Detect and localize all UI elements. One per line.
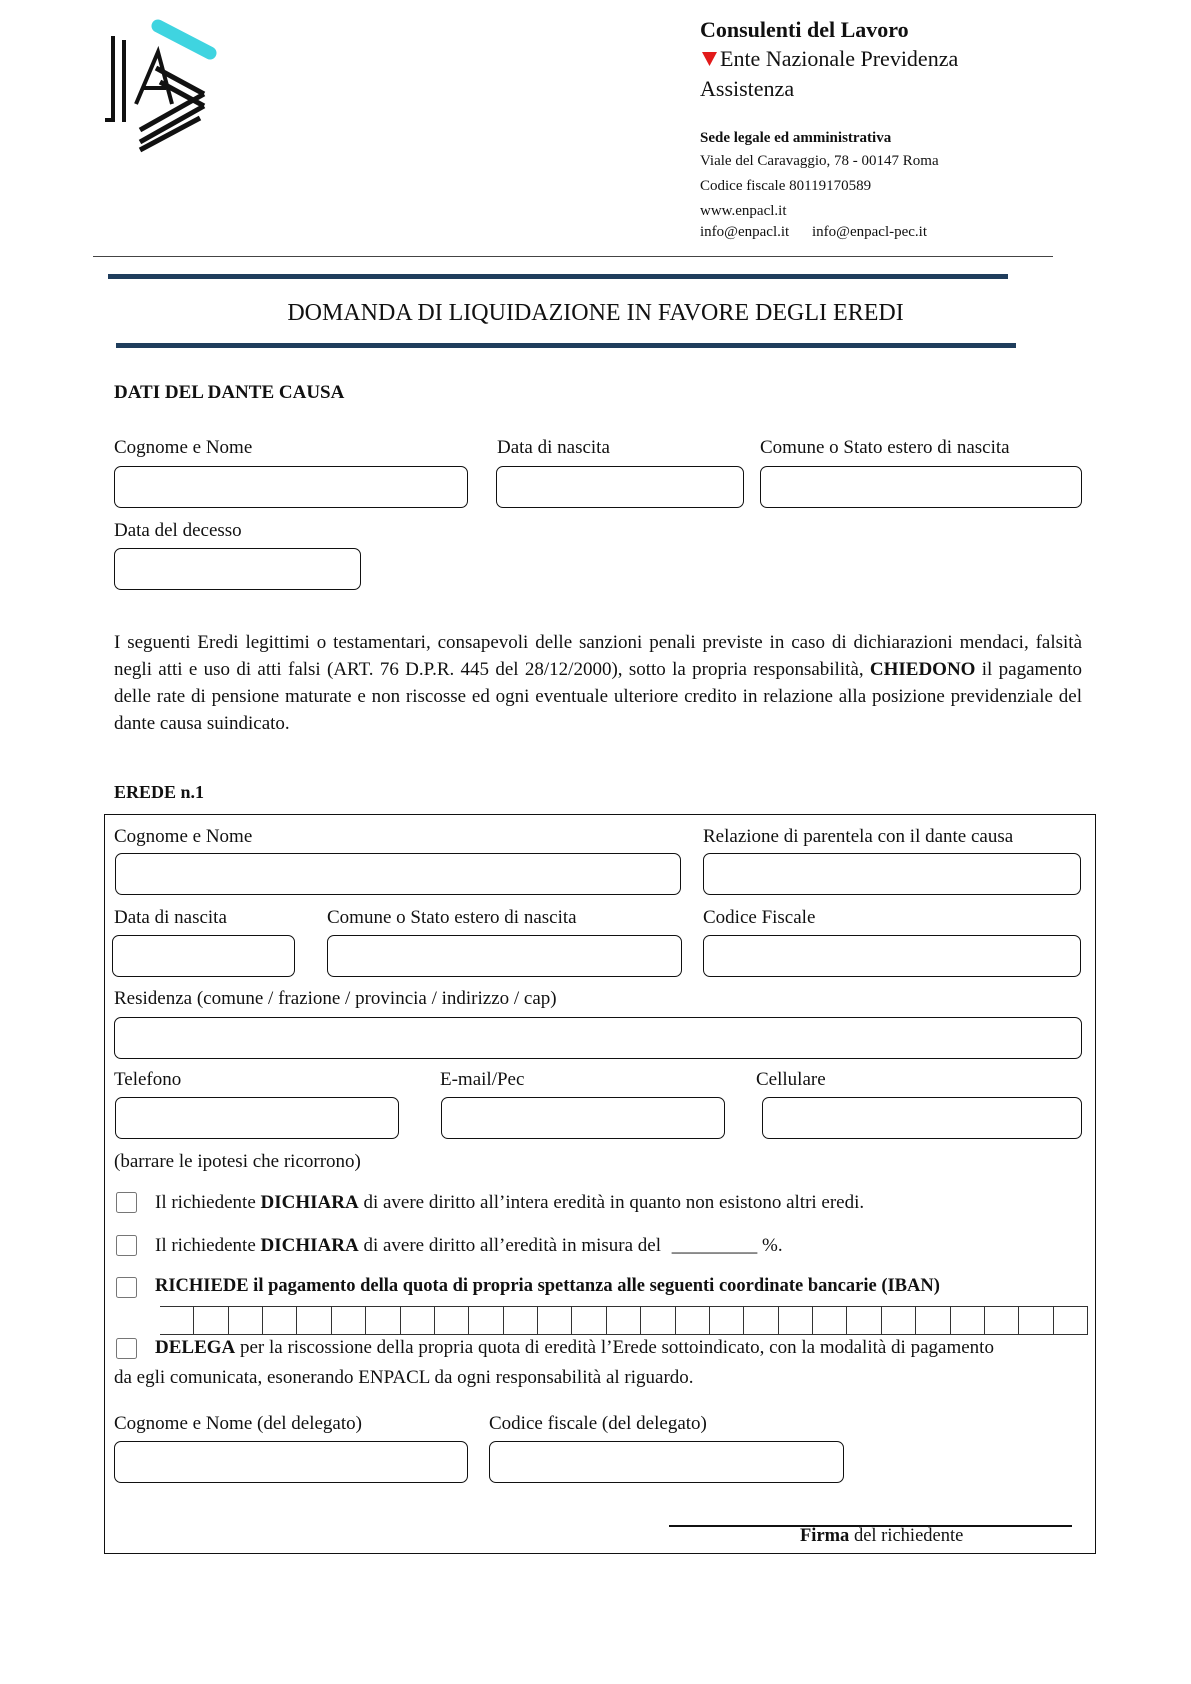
checkbox-delega[interactable] [116, 1338, 137, 1359]
iban-cell[interactable] [160, 1306, 194, 1335]
iban-cell[interactable] [813, 1306, 847, 1335]
checkbox-intera-eredita[interactable] [116, 1192, 137, 1213]
firma-text: del richiedente [853, 1526, 964, 1546]
option-delega-line1 [155, 1337, 994, 1359]
percent-suffix: %. [762, 1235, 783, 1256]
enpacl-logo [100, 18, 230, 153]
iban-cell[interactable] [985, 1306, 1019, 1335]
iban-cell[interactable] [744, 1306, 778, 1335]
dante-data-nascita-field[interactable] [496, 466, 744, 508]
iban-cell[interactable] [435, 1306, 469, 1335]
org-title: Consulenti del Lavoro [700, 17, 909, 42]
iban-cell[interactable] [916, 1306, 950, 1335]
option-quota-eredita [155, 1235, 783, 1257]
label: Cognome e Nome [114, 826, 253, 847]
erede-residenza-field[interactable] [114, 1017, 1082, 1059]
erede-telefono-field[interactable] [115, 1097, 399, 1139]
email: info@enpacl.it [700, 224, 790, 240]
firma-label [800, 1526, 963, 1547]
intro-text: I seguenti Eredi legittimi o testamentari, consapevoli delle sanzioni penali previste in caso di dichiarazioni mendaci, falsità negli atti e uso di atti falsi (ART. 76 D.P.R. 445 del 28/12/2000), sotto la propria responsabilità, [114, 632, 1082, 680]
sede-label: Sede legale ed amministrativa [700, 130, 892, 146]
option-delega-line2: da egli comunicata, esonerando ENPACL da ogni responsabilità al riguardo. [114, 1367, 694, 1388]
intro-paragraph [114, 629, 1082, 737]
iban-cell[interactable] [401, 1306, 435, 1335]
iban-cell[interactable] [538, 1306, 572, 1335]
erede-codice-fiscale-field[interactable] [703, 935, 1081, 977]
page-title: DOMANDA DI LIQUIDAZIONE IN FAVORE DEGLI EREDI [287, 300, 904, 326]
label: Comune o Stato estero di nascita [327, 907, 577, 928]
iban-cell[interactable] [332, 1306, 366, 1335]
iban-cell[interactable] [710, 1306, 744, 1335]
option-intera-eredita [155, 1192, 864, 1214]
label: Comune o Stato estero di nascita [760, 437, 1010, 458]
option-iban-text: RICHIEDE il pagamento della quota di propria spettanza alle seguenti coordinate bancarie (IBAN) [155, 1276, 940, 1296]
label: Data del decesso [114, 520, 242, 541]
delegato-cognome-nome-field[interactable] [114, 1441, 468, 1483]
label: Residenza (comune / frazione / provincia / indirizzo / cap) [114, 988, 557, 1009]
title-rule-top [108, 274, 1008, 279]
label: Telefono [114, 1069, 182, 1090]
label: Cognome e Nome [114, 437, 253, 458]
erede-relazione-field[interactable] [703, 853, 1081, 895]
title-rule-bottom [116, 343, 1016, 348]
label: Data di nascita [114, 907, 227, 928]
iban-cell[interactable] [882, 1306, 916, 1335]
section-heading: DATI DEL DANTE CAUSA [114, 382, 345, 403]
iban-cell[interactable] [229, 1306, 263, 1335]
barrare-note: (barrare le ipotesi che ricorrono) [114, 1151, 361, 1172]
intro-text: il pagamento delle rate di pensione maturate e non riscosse ed ogni eventuale ulteriore credito in relazione alla posizione previdenziale del dante causa suindicato. [114, 659, 1083, 734]
label: Relazione di parentela con il dante causa [703, 826, 1014, 847]
header-divider [93, 256, 1053, 257]
percent-blank: _________ [671, 1235, 758, 1256]
label: E-mail/Pec [440, 1069, 525, 1090]
iban-cell[interactable] [1054, 1306, 1088, 1335]
option-text: Il richiedente [155, 1235, 256, 1256]
erede-data-nascita-field[interactable] [112, 935, 295, 977]
iban-cell[interactable] [297, 1306, 331, 1335]
label: Codice fiscale (del delegato) [489, 1413, 707, 1434]
delegato-codice-fiscale-field[interactable] [489, 1441, 844, 1483]
firma-bold: Firma [800, 1526, 850, 1546]
dante-data-decesso-field[interactable] [114, 548, 361, 590]
website: www.enpacl.it [700, 203, 787, 219]
option-bold: DICHIARA [260, 1235, 359, 1256]
iban-cell[interactable] [676, 1306, 710, 1335]
iban-cell[interactable] [572, 1306, 606, 1335]
option-text: per la riscossione della propria quota di eredità l’Erede sottoindicato, con la modalità di pagamento [240, 1337, 994, 1358]
dante-comune-nascita-field[interactable] [760, 466, 1082, 508]
iban-cell[interactable] [779, 1306, 813, 1335]
codice-fiscale: Codice fiscale 80119170589 [700, 178, 872, 194]
checkbox-iban[interactable] [116, 1277, 137, 1298]
dante-cognome-nome-field[interactable] [114, 466, 468, 508]
checkbox-quota-eredita[interactable] [116, 1235, 137, 1256]
label: Cellulare [756, 1069, 826, 1090]
option-bold: DICHIARA [260, 1192, 359, 1213]
option-text: di avere diritto all’intera eredità in quanto non esistono altri eredi. [363, 1192, 865, 1213]
label: Data di nascita [497, 437, 610, 458]
iban-cell[interactable] [847, 1306, 881, 1335]
option-text: di avere diritto all’eredità in misura del [363, 1235, 662, 1256]
label: Cognome e Nome (del delegato) [114, 1413, 362, 1434]
org-line3: Assistenza [700, 76, 795, 101]
erede-cognome-nome-field[interactable] [115, 853, 681, 895]
address: Viale del Caravaggio, 78 - 00147 Roma [700, 153, 939, 169]
intro-bold: CHIEDONO [869, 659, 976, 680]
option-text: Il richiedente [155, 1192, 256, 1213]
iban-cell[interactable] [504, 1306, 538, 1335]
erede-heading: EREDE n.1 [114, 782, 205, 802]
option-bold: DELEGA [155, 1337, 236, 1358]
erede-comune-nascita-field[interactable] [327, 935, 682, 977]
erede-cellulare-field[interactable] [762, 1097, 1082, 1139]
label: Codice Fiscale [703, 907, 816, 928]
iban-cell[interactable] [1019, 1306, 1053, 1335]
iban-cell[interactable] [951, 1306, 985, 1335]
iban-cell[interactable] [263, 1306, 297, 1335]
red-triangle-icon [702, 52, 717, 66]
iban-cell[interactable] [607, 1306, 641, 1335]
pec: info@enpacl-pec.it [812, 224, 928, 240]
iban-cell[interactable] [641, 1306, 675, 1335]
iban-cell[interactable] [194, 1306, 228, 1335]
iban-cell[interactable] [469, 1306, 503, 1335]
iban-cell[interactable] [366, 1306, 400, 1335]
erede-email-field[interactable] [441, 1097, 725, 1139]
org-line2: Ente Nazionale Previdenza [720, 46, 959, 71]
